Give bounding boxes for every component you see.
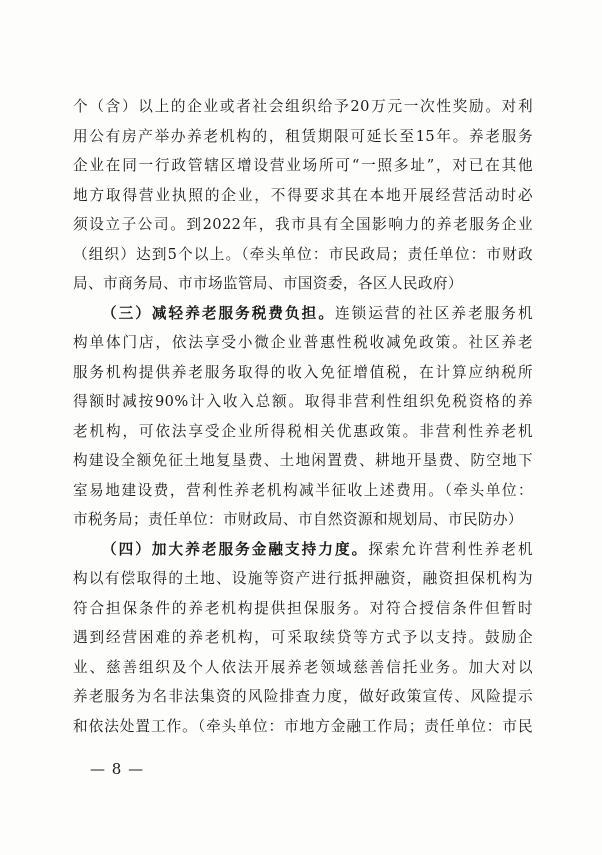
- text-line: 业、慈善组织及个人依法开展养老领域慈善信托业务。加大对以: [73, 658, 533, 676]
- text-line: 遇到经营困难的养老机构，可采取续贷等方式予以支持。鼓励企: [73, 629, 533, 646]
- page-number: — 8 —: [90, 760, 145, 778]
- text-line: 老机构，可依法享受企业所得税相关优惠政策。非营利性养老机: [73, 422, 533, 440]
- text-line: 养老服务为名非法集资的风险排查力度，做好政策宣传、风险提示: [73, 688, 533, 705]
- text-line: 局、市商务局、市市场监管局、市国资委，各区人民政府）: [73, 275, 463, 292]
- section-heading-line: [73, 535, 533, 565]
- text-line: 个（含）以上的企业或者社会组织给予20万元一次性奖励。对利: [73, 98, 533, 115]
- text-line: 构单体门店，依法享受小微企业普惠性税收减免政策。社区养老: [73, 334, 533, 351]
- text-run: 连锁运营的社区养老服务机: [334, 304, 533, 322]
- text-line: 须设立子公司。到2022年，我市具有全国影响力的养老服务企业: [73, 216, 533, 233]
- text-line: 用公有房产举办养老机构的，租赁期限可延长至15年。养老服务: [73, 127, 533, 145]
- text-line: 构建设全额免征土地复垦费、土地闲置费、耕地开垦费、防空地下: [73, 452, 533, 469]
- text-run: 探索允许营利性养老机: [368, 540, 533, 558]
- text-line: 和依法处置工作。（牵头单位：市地方金融工作局；责任单位：市民: [73, 717, 533, 735]
- text-line: 市税务局；责任单位：市财政局、市自然资源和规划局、市民防办）: [73, 511, 523, 528]
- text-line: （组织）达到5个以上。（牵头单位：市民政局；责任单位：市财政: [73, 245, 533, 263]
- text-line: 室易地建设费，营利性养老机构减半征收上述费用。（牵头单位：: [73, 481, 533, 499]
- text-line: 企业在同一行政管辖区增设营业场所可“一照多址”，对已在其他: [73, 157, 533, 174]
- section-heading-3: （三）减轻养老服务税费负担。: [102, 304, 335, 322]
- text-line: 构以有偿取得的土地、设施等资产进行抵押融资，融资担保机构为: [73, 570, 533, 587]
- section-heading-4: （四）加大养老服务金融支持力度。: [102, 540, 369, 558]
- text-line: 地方取得营业执照的企业，不得要求其在本地开展经营活动时必: [73, 186, 533, 204]
- text-line: 服务机构提供养老服务取得的收入免征增值税，在计算应纳税所: [73, 363, 533, 381]
- text-line: 得额时减按90%计入收入总额。取得非营利性组织免税资格的养: [73, 393, 533, 410]
- body-text: [73, 92, 533, 741]
- text-line: 符合担保条件的养老机构提供担保服务。对符合授信条件但暂时: [73, 599, 533, 617]
- section-heading-line: [73, 299, 533, 329]
